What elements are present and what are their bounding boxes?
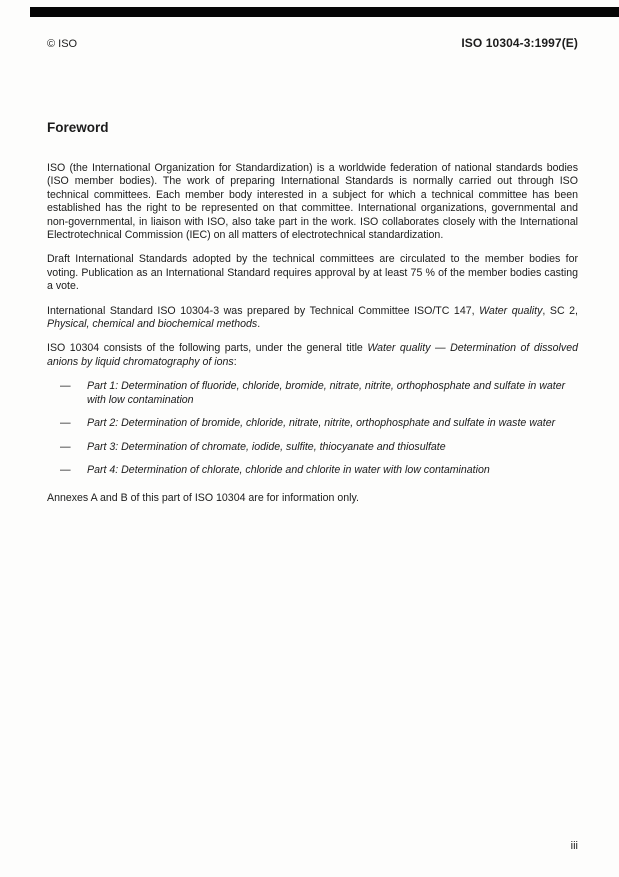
paragraph [47,162,578,242]
list-item [47,441,578,454]
list-item-text: Part 3: Determination of chromate, iodide, sulfite, thiocyanate and thiosulfate [87,440,446,453]
list-item [47,417,578,430]
copyright-iso-label: © ISO [47,38,78,50]
paragraph-text: : [233,355,237,368]
closing-paragraph: Annexes A and B of this part of ISO 10304 are for information only. [47,492,359,505]
paragraph-text-italic: Physical, chemical and biochemical methods [47,318,258,331]
paragraph-text-italic: Water quality — Determination of dissolved anions by liquid chromatography of ions [47,342,578,368]
paragraph [47,253,578,293]
list-item-text: Part 1: Determination of fluoride, chloride, bromide, nitrate, nitrite, orthophosphate and sulfate in water with low contamination [87,380,566,406]
page-number: iii [570,840,578,852]
list-dash-marker: — [60,380,71,393]
list-dash-marker: — [60,440,71,453]
scan-artifact-bar [30,7,619,17]
parts-list [47,380,578,477]
page-header [47,36,578,50]
list-item [47,464,578,477]
paragraph [47,305,578,332]
section-title: Foreword [47,120,109,135]
list-item-text: Part 2: Determination of bromide, chloride, nitrate, nitrite, orthophosphate and sulfate in waste water [87,417,556,430]
list-dash-marker: — [60,463,71,476]
standard-reference-label: ISO 10304-3:1997(E) [461,36,578,50]
paragraph-text: , SC 2, [542,304,578,317]
paragraph [47,342,578,369]
paragraph-text: International Standard ISO 10304-3 was prepared by Technical Committee ISO/TC 147, [47,304,480,317]
list-dash-marker: — [60,417,71,430]
foreword-section [47,120,578,517]
paragraph-text: . [257,318,261,331]
list-item [47,380,578,407]
paragraph-text: ISO 10304 consists of the following parts, under the general title [47,342,368,355]
paragraph-text: ISO (the International Organization for Standardization) is a worldwide federation of national standards bodies (ISO member bodies). The work of preparing International Standards is normally carried out through ISO technical committees. Each member body interested in a subject for which a technical committee has been established has the right to be represented on that committee. International organizations, governmental and non-governmental, in liaison with ISO, also take part in the work. ISO collaborates closely with the International Electrotechnical Commission (IEC) on all matters of electrotechnical standardization. [47,162,578,242]
foreword-paragraphs [47,162,578,369]
paragraph-text: Draft International Standards adopted by the technical committees are circulated to the member bodies for voting. Publication as an International Standard requires approval by at least 75 % of the member bodies casting a vote. [47,253,578,293]
paragraph-text-italic: Water quality [479,304,543,317]
list-item-text: Part 4: Determination of chlorate, chloride and chlorite in water with low contamination [87,463,490,476]
